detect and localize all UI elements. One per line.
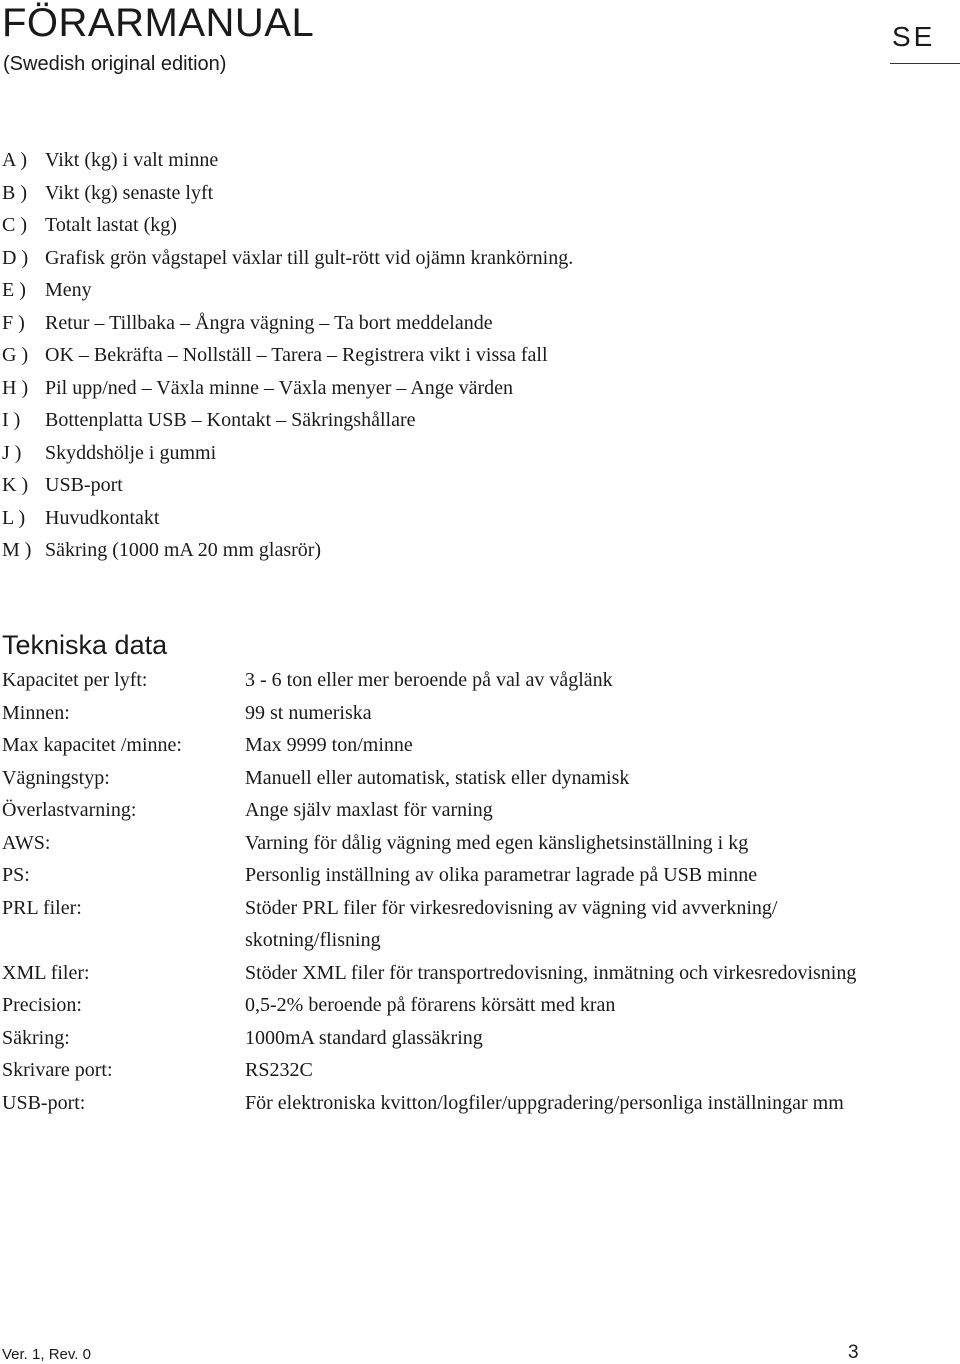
legend-text: USB-port — [45, 474, 123, 496]
legend-key: B ) — [2, 181, 27, 204]
spec-label: Minnen: — [2, 701, 70, 724]
legend-text: Meny — [45, 279, 92, 301]
legend-key: J ) — [2, 441, 22, 464]
legend-item-a — [2, 144, 902, 177]
legend-text: Retur – Tillbaka – Ångra vägning – Ta bort meddelande — [45, 311, 493, 334]
spec-value: Manuell eller automatisk, statisk eller dynamisk — [245, 766, 630, 789]
spec-row — [2, 664, 952, 697]
spec-value: För elektroniska kvitton/logfiler/uppgradering/personliga inställningar mm — [245, 1091, 844, 1114]
spec-label: XML filer: — [2, 961, 90, 984]
legend-text: Vikt (kg) senaste lyft — [45, 181, 214, 204]
spec-row — [2, 762, 952, 795]
spec-row — [2, 957, 952, 990]
legend-item-b — [2, 177, 902, 210]
legend-item-k — [2, 469, 902, 502]
legend-key: H ) — [2, 376, 29, 399]
legend-key: F ) — [2, 311, 25, 334]
spec-row — [2, 1022, 952, 1055]
section-title-technical-data: Tekniska data — [2, 630, 168, 660]
legend-text: Pil upp/ned – Växla minne – Växla menyer – Ange värden — [45, 376, 514, 399]
document-title: FÖRARMANUAL — [2, 1, 315, 45]
spec-value: RS232C — [245, 1059, 313, 1081]
component-legend — [2, 144, 902, 567]
legend-text: Säkring (1000 mA 20 mm glasrör) — [45, 539, 322, 561]
spec-row — [2, 1087, 952, 1120]
spec-label: Säkring: — [2, 1026, 70, 1049]
spec-value: 99 st numeriska — [245, 701, 372, 724]
language-code: SE — [892, 21, 936, 52]
spec-value: 0,5-2% beroende på förarens körsätt med kran — [245, 994, 616, 1016]
legend-item-l — [2, 502, 902, 535]
spec-row — [2, 1054, 952, 1087]
spec-label: USB-port: — [2, 1091, 86, 1114]
spec-row — [2, 794, 952, 827]
spec-label: Max kapacitet /minne: — [2, 734, 182, 756]
legend-key: K ) — [2, 474, 29, 496]
spec-value: Stöder XML filer för transportredovisning, inmätning och virkesredovisning — [245, 961, 857, 984]
spec-value: 3 - 6 ton eller mer beroende på val av våglänk — [245, 669, 613, 691]
document-subtitle: (Swedish original edition) — [3, 53, 227, 75]
legend-text: Bottenplatta USB – Kontakt – Säkringshållare — [45, 409, 416, 431]
legend-key: I ) — [2, 409, 21, 431]
legend-item-e — [2, 274, 902, 307]
legend-item-i — [2, 404, 902, 437]
legend-text: Totalt lastat (kg) — [45, 214, 177, 236]
legend-item-c — [2, 209, 902, 242]
legend-key: C ) — [2, 214, 27, 236]
spec-row — [2, 859, 952, 892]
spec-label: PRL filer: — [2, 896, 82, 919]
language-divider — [890, 63, 960, 64]
spec-value: Varning för dålig vägning med egen känslighetsinställning i kg — [245, 831, 749, 854]
spec-value: 1000mA standard glassäkring — [245, 1026, 483, 1049]
version-label: Ver. 1, Rev. 0 — [2, 1346, 91, 1363]
legend-key: L ) — [2, 506, 26, 529]
spec-label: Vägningstyp: — [2, 766, 110, 789]
legend-item-m — [2, 534, 902, 567]
legend-text: Grafisk grön vågstapel växlar till gult-rött vid ojämn krankörning. — [45, 246, 574, 269]
spec-label: Överlastvarning: — [2, 799, 137, 821]
spec-value: Personlig inställning av olika parametrar lagrade på USB minne — [245, 864, 758, 886]
legend-key: A ) — [2, 149, 27, 171]
spec-row — [2, 827, 952, 860]
spec-label: Kapacitet per lyft: — [2, 669, 148, 691]
spec-label: Precision: — [2, 994, 82, 1016]
spec-row — [2, 729, 952, 762]
spec-value: Stöder PRL filer för virkesredovisning av vägning vid avverkning/ skotning/flisning — [245, 896, 778, 951]
legend-key: E ) — [2, 279, 26, 301]
legend-text: Huvudkontakt — [45, 506, 160, 529]
legend-item-h — [2, 372, 902, 405]
technical-data-table — [2, 664, 952, 1119]
legend-item-f — [2, 307, 902, 340]
legend-item-g — [2, 339, 902, 372]
legend-text: OK – Bekräfta – Nollställ – Tarera – Registrera vikt i vissa fall — [45, 344, 548, 366]
spec-label: PS: — [2, 864, 30, 886]
legend-item-j — [2, 437, 902, 470]
legend-key: G ) — [2, 344, 29, 366]
legend-key: M ) — [2, 539, 32, 561]
legend-item-d — [2, 242, 902, 275]
legend-text: Vikt (kg) i valt minne — [45, 149, 219, 171]
spec-value: Max 9999 ton/minne — [245, 734, 413, 756]
spec-label: Skrivare port: — [2, 1059, 113, 1081]
legend-text: Skyddshölje i gummi — [45, 441, 217, 464]
spec-row — [2, 892, 952, 957]
spec-row — [2, 697, 952, 730]
legend-key: D ) — [2, 246, 29, 269]
page-number: 3 — [848, 1342, 859, 1363]
spec-label: AWS: — [2, 831, 51, 854]
spec-value: Ange själv maxlast för varning — [245, 799, 493, 821]
spec-row — [2, 989, 952, 1022]
